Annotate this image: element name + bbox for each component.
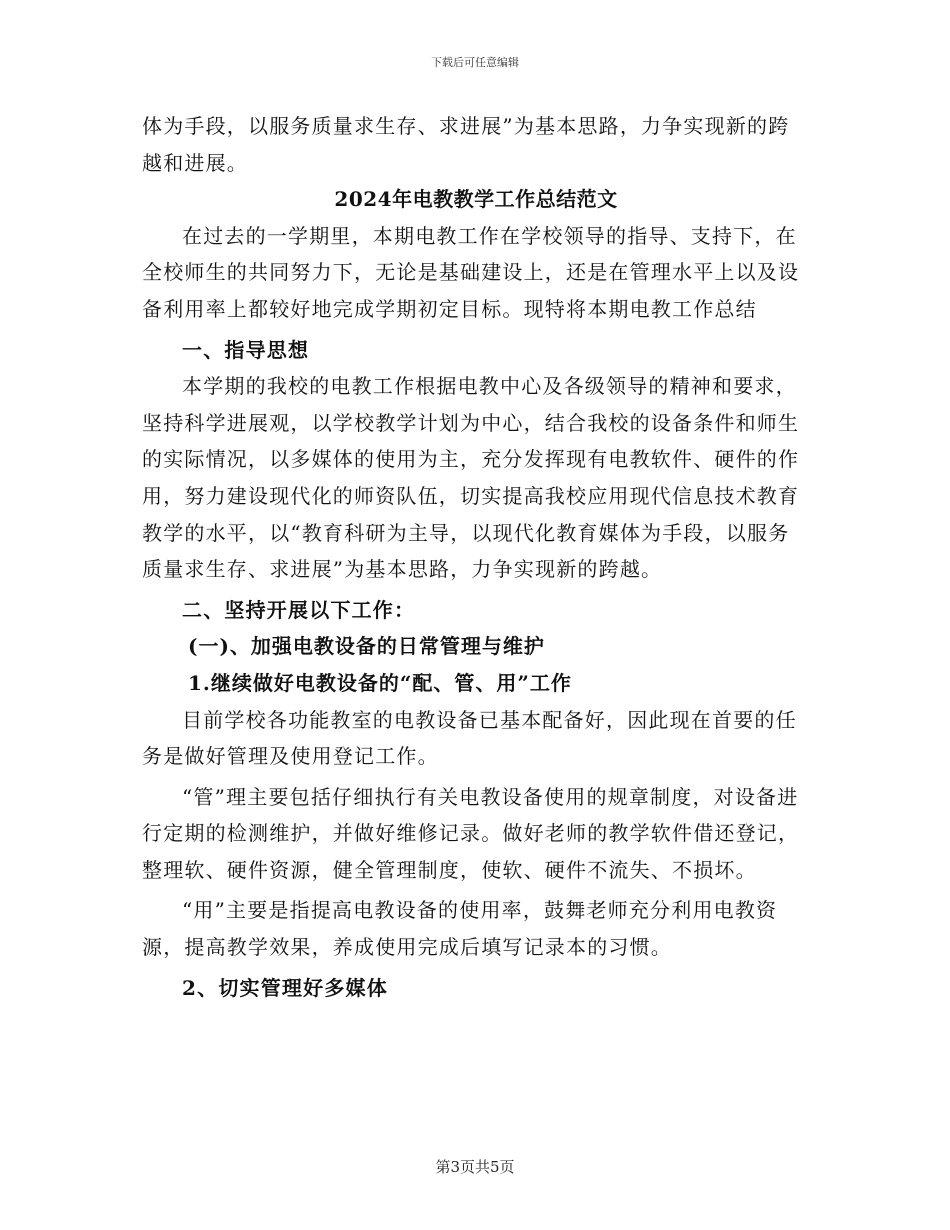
heading-equip-manage-use: 1.继续做好电教设备的“配、管、用”工作 — [188, 670, 572, 695]
paragraph-guiding-thought: 本学期的我校的电教工作根据电教中心及各级领导的精神和要求，坚持科学进展观，以学校教学计划为中心，结合我校的设备条件和师生的实际情况，以多媒体的使用为主，充分发挥现有电教软件、硬件的作用，努力建设现代化的师资队伍，切实提高我校应用现代信息技术教育教学的水平，以“教育科研为主导，以现代化教育媒体为手段，以服务质量求生存、求进展”为基本思路，力争实现新的跨越。 — [142, 374, 800, 582]
paragraph-continuation: 体为手段，以服务质量求生存、求进展”为基本思路，力争实现新的跨越和进展。 — [142, 114, 790, 175]
document-title: 2024年电教教学工作总结范文 — [334, 187, 618, 212]
paragraph-intro: 在过去的一学期里，本期电教工作在学校领导的指导、支持下，在全校师生的共同努力下，无论是基础建设上，还是在管理水平上以及设备利用率上都较好地完成学期初定目标。现特将本期电教工作总结 — [142, 223, 800, 321]
document-body — [142, 108, 810, 1006]
heading-equipment-management: (一)、加强电教设备的日常管理与维护 — [188, 634, 545, 659]
heading-multimedia: 2、切实管理好多媒体 — [182, 975, 388, 1000]
heading-guiding-thought: 一、指导思想 — [182, 337, 310, 362]
paragraph-usage: “用”主要是指提高电教设备的使用率，鼓舞老师充分利用电教资源，提高教学效果，养成使用完成后填写记录本的习惯。 — [142, 898, 778, 960]
paragraph-management: “管”理主要包括仔细执行有关电教设备使用的规章制度，对设备进行定期的检测维护，并做好维修记录。做好老师的教学软件借还登记，整理软、硬件资源，健全管理制度，使软、硬件不流失、不损坏。 — [142, 784, 800, 882]
heading-work-items: 二、坚持开展以下工作： — [182, 597, 416, 622]
page-number: 第3页共5页 — [435, 1158, 515, 1176]
header-note: 下载后可任意编辑 — [431, 56, 519, 69]
paragraph-equipment-status: 目前学校各功能教室的电教设备已基本配备好，因此现在首要的任务是做好管理及使用登记工作。 — [142, 707, 797, 769]
